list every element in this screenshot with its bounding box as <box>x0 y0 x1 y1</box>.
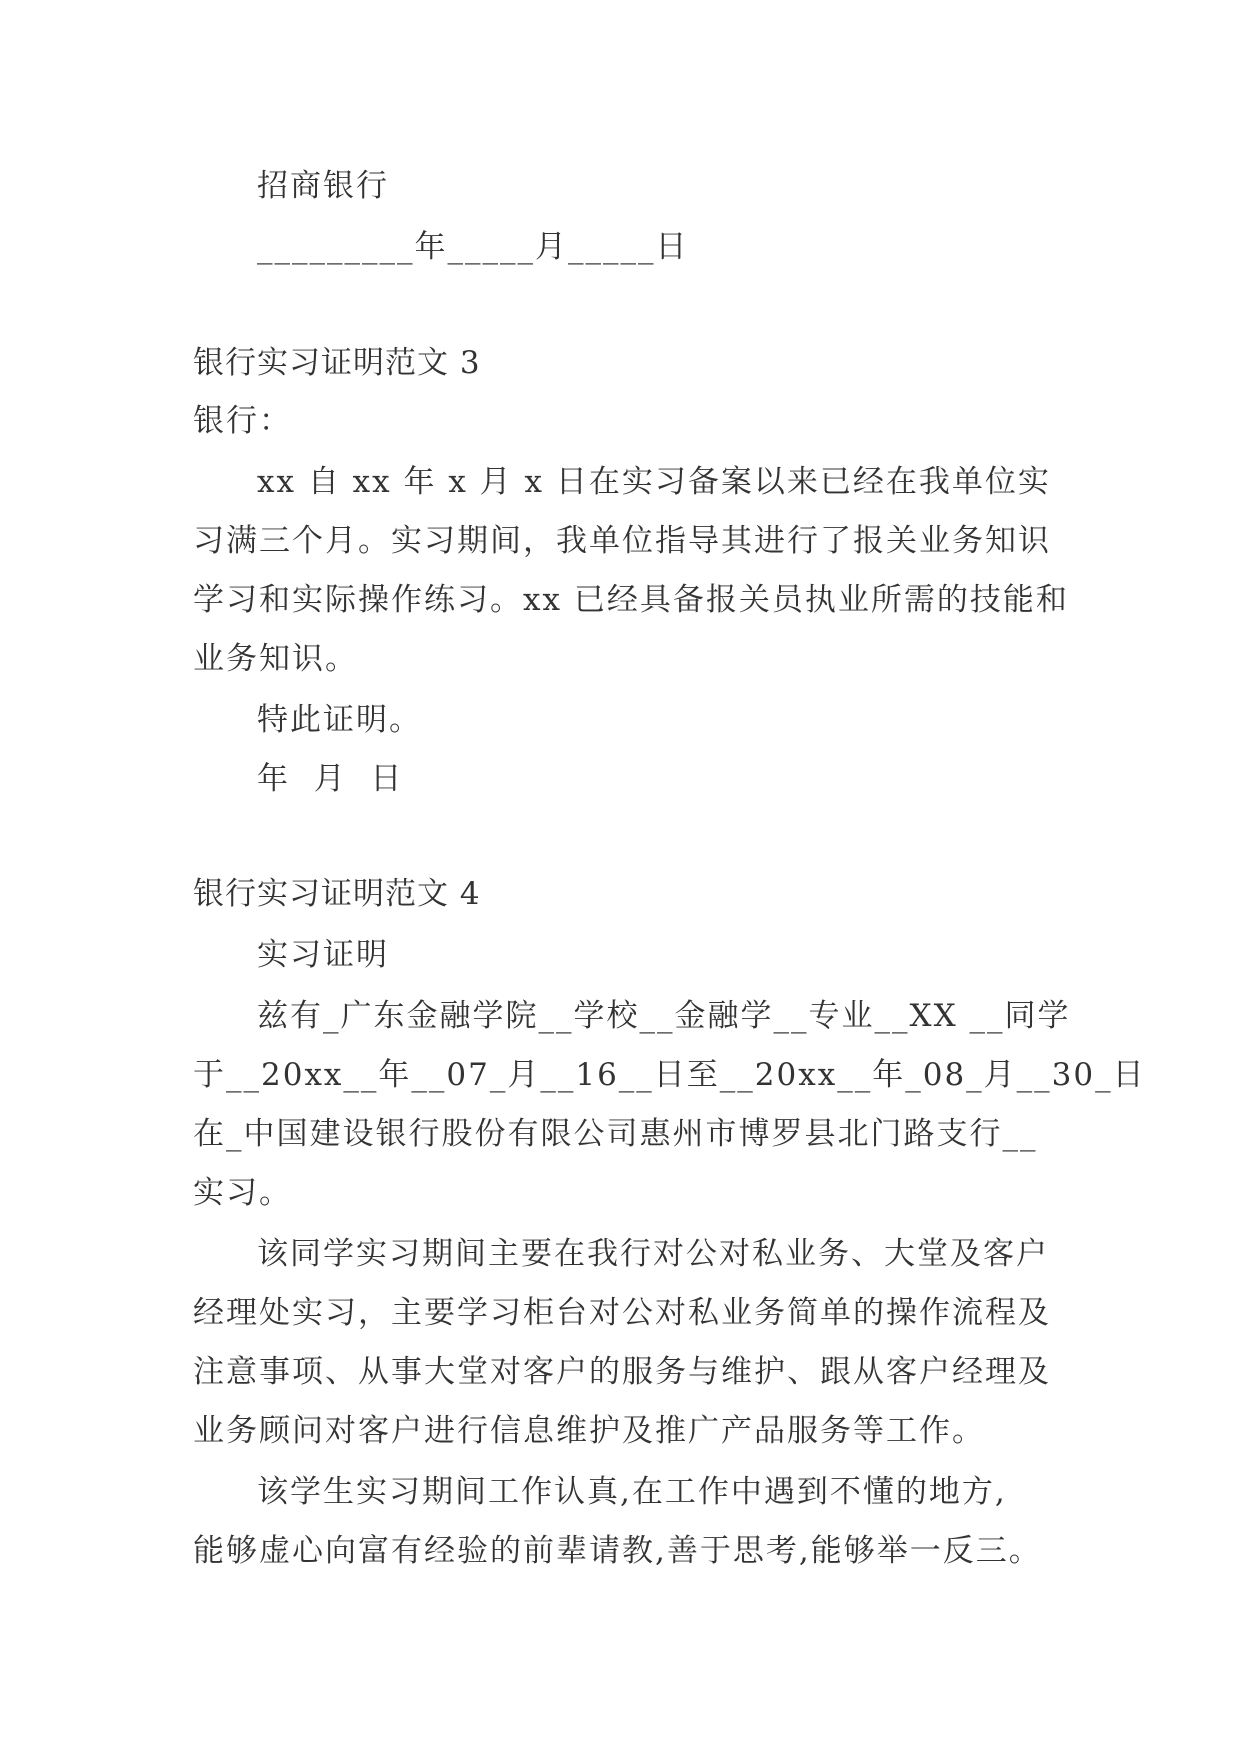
paragraph-line: 业务顾问对客户进行信息维护及推广产品服务等工作。 <box>193 1413 985 1449</box>
paragraph-line: 学习和实际操作练习。xx 已经具备报关员执业所需的技能和 <box>193 582 1069 618</box>
signer-name: 招商银行 <box>257 168 389 204</box>
salutation: 银行： <box>193 403 292 439</box>
paragraph-line: 在_中国建设银行股份有限公司惠州市博罗县北门路支行__ <box>193 1116 1038 1152</box>
paragraph-line: 经理处实习，主要学习柜台对公对私业务简单的操作流程及 <box>193 1295 1051 1331</box>
section-title: 银行实习证明范文 3 <box>193 345 481 381</box>
paragraph-line: 该同学实习期间主要在我行对公对私业务、大堂及客户 <box>257 1236 1049 1272</box>
section-title: 银行实习证明范文 4 <box>193 876 481 912</box>
date-line: _________年_____月_____日 <box>257 229 689 265</box>
paragraph-line: 习满三个月。实习期间，我单位指导其进行了报关业务知识 <box>193 523 1051 559</box>
paragraph-line: 实习。 <box>193 1175 292 1211</box>
paragraph-line: 业务知识。 <box>193 641 358 677</box>
closing-text: 特此证明。 <box>257 702 422 738</box>
subtitle: 实习证明 <box>257 937 389 973</box>
paragraph-line: 注意事项、从事大堂对客户的服务与维护、跟从客户经理及 <box>193 1354 1051 1390</box>
paragraph-line: xx 自 xx 年 x 月 x 日在实习备案以来已经在我单位实 <box>257 464 1051 500</box>
date-line: 年 月 日 <box>257 761 404 797</box>
paragraph-line: 于__20xx__年__07_月__16__日至__20xx__年_08_月__30_日 <box>193 1057 1146 1093</box>
paragraph-line: 该学生实习期间工作认真,在工作中遇到不懂的地方, <box>257 1474 1007 1510</box>
paragraph-line: 能够虚心向富有经验的前辈请教,善于思考,能够举一反三。 <box>193 1533 1042 1569</box>
paragraph-line: 兹有_广东金融学院__学校__金融学__专业__XX __同学 <box>257 998 1071 1034</box>
